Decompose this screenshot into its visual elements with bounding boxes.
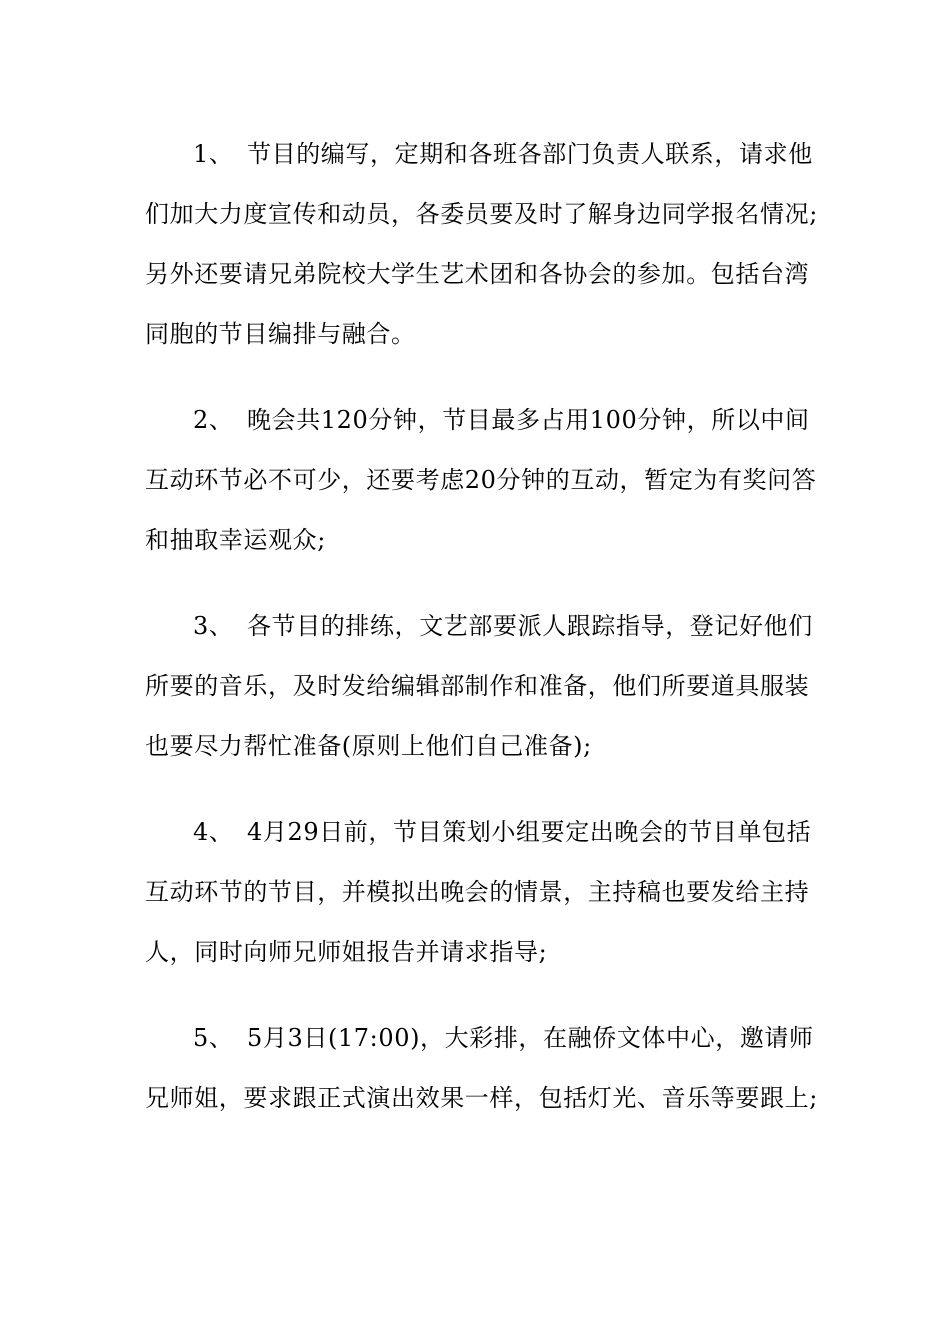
line-text: 5月3日(17:00)，大彩排，在融侨文体中心，邀请师 <box>247 1024 814 1052</box>
paragraph-line: 也要尽力帮忙准备(原则上他们自己准备); <box>145 732 592 760</box>
paragraph-number: 5、 <box>193 1024 234 1052</box>
paragraph-line: 另外还要请兄弟院校大学生艺术团和各协会的参加。包括台湾 <box>145 260 810 288</box>
paragraph-line <box>145 596 813 656</box>
paragraph-5 <box>145 1008 818 1128</box>
paragraph-number: 4、 <box>193 818 234 846</box>
paragraph-3 <box>145 596 813 776</box>
paragraph-4 <box>145 802 810 982</box>
paragraph-line: 互动环节必不可少，还要考虑20分钟的互动，暂定为有奖问答 <box>145 466 817 494</box>
paragraph-line <box>145 124 813 184</box>
paragraph-line <box>145 1008 814 1068</box>
paragraph-line: 互动环节的节目，并模拟出晚会的情景，主持稿也要发给主持 <box>145 878 810 906</box>
paragraph-line: 人，同时向师兄师姐报告并请求指导; <box>145 938 548 966</box>
paragraph-line <box>145 802 810 862</box>
paragraph-line: 们加大力度宣传和动员，各委员要及时了解身边同学报名情况; <box>145 200 818 228</box>
line-text: 各节目的排练，文艺部要派人跟踪指导，登记好他们 <box>247 612 813 640</box>
paragraph-number: 2、 <box>193 406 234 434</box>
paragraph-line: 和抽取幸运观众; <box>145 526 326 554</box>
paragraph-line: 兄师姐，要求跟正式演出效果一样，包括灯光、音乐等要跟上; <box>145 1084 818 1112</box>
paragraph-line: 所要的音乐，及时发给编辑部制作和准备，他们所要道具服装 <box>145 672 810 700</box>
paragraph-2 <box>145 390 817 570</box>
paragraph-line: 同胞的节目编排与融合。 <box>145 320 416 348</box>
line-text: 4月29日前，节目策划小组要定出晚会的节目单包括 <box>247 818 812 846</box>
line-text: 晚会共120分钟，节目最多占用100分钟，所以中间 <box>247 406 810 434</box>
document-body <box>145 124 818 1154</box>
line-text: 节目的编写，定期和各班各部门负责人联系，请求他 <box>247 140 813 168</box>
paragraph-1 <box>145 124 818 364</box>
paragraph-line <box>145 390 810 450</box>
paragraph-number: 3、 <box>193 612 234 640</box>
paragraph-number: 1、 <box>193 140 234 168</box>
